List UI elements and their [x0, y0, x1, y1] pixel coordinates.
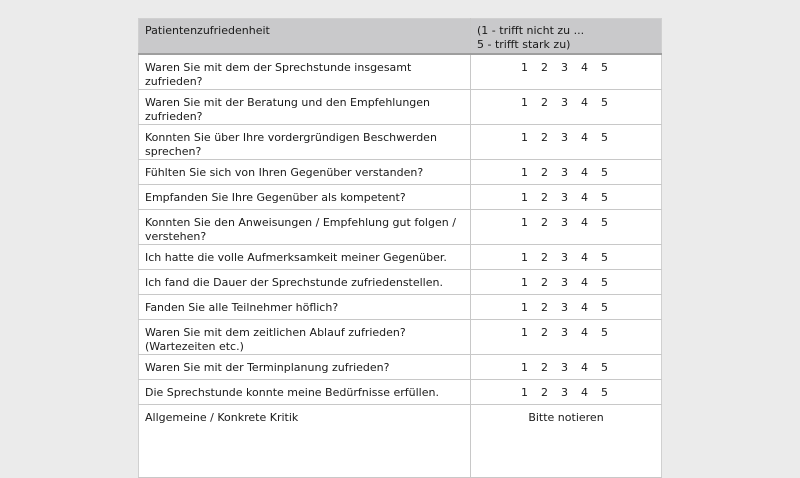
rating-scale	[471, 210, 661, 230]
rating-option-3[interactable]: 3	[561, 166, 568, 179]
rating-scale	[471, 125, 661, 145]
question-cell	[139, 320, 471, 355]
satisfaction-table	[138, 18, 662, 478]
rating-scale	[471, 270, 661, 290]
rating-scale	[471, 320, 661, 340]
rating-cell	[471, 210, 662, 245]
rating-option-2[interactable]: 2	[541, 61, 548, 74]
question-cell	[139, 295, 471, 320]
question-row	[139, 90, 662, 125]
question-text: Konnten Sie über Ihre vordergründigen Beschwerden sprechen?	[145, 131, 437, 158]
rating-cell	[471, 54, 662, 90]
feedback-label-cell	[139, 405, 471, 478]
rating-option-1[interactable]: 1	[521, 301, 528, 314]
question-cell	[139, 90, 471, 125]
rating-option-5[interactable]: 5	[601, 61, 608, 74]
feedback-note: Bitte notieren	[528, 411, 604, 424]
rating-option-2[interactable]: 2	[541, 96, 548, 109]
rating-option-5[interactable]: 5	[601, 361, 608, 374]
header-title-cell	[139, 19, 471, 55]
rating-option-5[interactable]: 5	[601, 191, 608, 204]
header-title: Patientenzufriedenheit	[145, 24, 270, 37]
rating-scale	[471, 355, 661, 375]
rating-scale	[471, 55, 661, 75]
rating-option-4[interactable]: 4	[581, 96, 588, 109]
header-scale-line2: 5 - trifft stark zu)	[477, 38, 571, 51]
feedback-label: Allgemeine / Konkrete Kritik	[145, 411, 299, 424]
rating-cell	[471, 355, 662, 380]
rating-scale	[471, 245, 661, 265]
rating-cell	[471, 125, 662, 160]
question-row	[139, 355, 662, 380]
rating-option-1[interactable]: 1	[521, 251, 528, 264]
question-text: Waren Sie mit der Terminplanung zufrieden?	[145, 361, 390, 374]
rating-option-1[interactable]: 1	[521, 191, 528, 204]
rating-option-4[interactable]: 4	[581, 386, 588, 399]
question-row	[139, 185, 662, 210]
rating-option-2[interactable]: 2	[541, 166, 548, 179]
rating-option-4[interactable]: 4	[581, 191, 588, 204]
rating-cell	[471, 295, 662, 320]
question-rows	[139, 54, 662, 405]
rating-cell	[471, 380, 662, 405]
feedback-row	[139, 405, 662, 478]
rating-option-5[interactable]: 5	[601, 96, 608, 109]
question-text: Ich hatte die volle Aufmerksamkeit meiner Gegenüber.	[145, 251, 447, 264]
rating-scale	[471, 295, 661, 315]
question-cell	[139, 125, 471, 160]
rating-option-3[interactable]: 3	[561, 386, 568, 399]
rating-option-1[interactable]: 1	[521, 361, 528, 374]
rating-option-5[interactable]: 5	[601, 251, 608, 264]
rating-option-5[interactable]: 5	[601, 301, 608, 314]
header-scale-cell	[471, 19, 662, 55]
question-row	[139, 270, 662, 295]
rating-option-4[interactable]: 4	[581, 131, 588, 144]
question-text: Fanden Sie alle Teilnehmer höflich?	[145, 301, 339, 314]
rating-option-5[interactable]: 5	[601, 216, 608, 229]
question-cell	[139, 185, 471, 210]
question-text: Fühlten Sie sich von Ihren Gegenüber verstanden?	[145, 166, 424, 179]
rating-option-2[interactable]: 2	[541, 301, 548, 314]
rating-option-2[interactable]: 2	[541, 216, 548, 229]
rating-option-3[interactable]: 3	[561, 361, 568, 374]
question-cell	[139, 245, 471, 270]
rating-option-2[interactable]: 2	[541, 326, 548, 339]
rating-option-3[interactable]: 3	[561, 301, 568, 314]
rating-option-3[interactable]: 3	[561, 326, 568, 339]
rating-option-1[interactable]: 1	[521, 166, 528, 179]
rating-option-1[interactable]: 1	[521, 131, 528, 144]
rating-option-3[interactable]: 3	[561, 96, 568, 109]
rating-cell	[471, 185, 662, 210]
question-cell	[139, 270, 471, 295]
question-text: Waren Sie mit dem der Sprechstunde insgesamt zufrieden?	[145, 61, 412, 88]
rating-cell	[471, 160, 662, 185]
rating-option-4[interactable]: 4	[581, 276, 588, 289]
rating-option-5[interactable]: 5	[601, 166, 608, 179]
rating-option-2[interactable]: 2	[541, 276, 548, 289]
question-cell	[139, 380, 471, 405]
rating-option-4[interactable]: 4	[581, 61, 588, 74]
rating-option-3[interactable]: 3	[561, 276, 568, 289]
header-scale-legend	[471, 19, 661, 52]
question-row	[139, 295, 662, 320]
rating-option-3[interactable]: 3	[561, 251, 568, 264]
rating-option-4[interactable]: 4	[581, 361, 588, 374]
rating-option-3[interactable]: 3	[561, 191, 568, 204]
question-row	[139, 160, 662, 185]
rating-cell	[471, 90, 662, 125]
question-row	[139, 125, 662, 160]
rating-option-3[interactable]: 3	[561, 61, 568, 74]
rating-option-3[interactable]: 3	[561, 216, 568, 229]
question-row	[139, 210, 662, 245]
rating-option-5[interactable]: 5	[601, 386, 608, 399]
question-cell	[139, 160, 471, 185]
question-text: Konnten Sie den Anweisungen / Empfehlung gut folgen / verstehen?	[145, 216, 456, 243]
rating-scale	[471, 90, 661, 110]
rating-option-4[interactable]: 4	[581, 166, 588, 179]
question-text: Waren Sie mit dem zeitlichen Ablauf zufrieden? (Wartezeiten etc.)	[145, 326, 406, 353]
rating-option-5[interactable]: 5	[601, 276, 608, 289]
rating-option-2[interactable]: 2	[541, 251, 548, 264]
rating-option-2[interactable]: 2	[541, 386, 548, 399]
question-row	[139, 54, 662, 90]
feedback-input-cell[interactable]	[471, 405, 662, 478]
rating-option-2[interactable]: 2	[541, 131, 548, 144]
rating-option-1[interactable]: 1	[521, 386, 528, 399]
rating-option-5[interactable]: 5	[601, 131, 608, 144]
rating-option-2[interactable]: 2	[541, 361, 548, 374]
rating-scale	[471, 380, 661, 400]
rating-option-4[interactable]: 4	[581, 301, 588, 314]
rating-scale	[471, 185, 661, 205]
rating-scale	[471, 160, 661, 180]
question-cell	[139, 355, 471, 380]
question-text: Waren Sie mit der Beratung und den Empfehlungen zufrieden?	[145, 96, 431, 123]
question-text: Die Sprechstunde konnte meine Bedürfnisse erfüllen.	[145, 386, 439, 399]
rating-option-1[interactable]: 1	[521, 216, 528, 229]
rating-option-3[interactable]: 3	[561, 131, 568, 144]
rating-option-4[interactable]: 4	[581, 251, 588, 264]
question-row	[139, 380, 662, 405]
rating-option-1[interactable]: 1	[521, 326, 528, 339]
rating-option-1[interactable]: 1	[521, 96, 528, 109]
rating-option-5[interactable]: 5	[601, 326, 608, 339]
rating-option-1[interactable]: 1	[521, 61, 528, 74]
question-row	[139, 320, 662, 355]
table-header-row	[139, 19, 662, 55]
header-scale-line1: (1 - trifft nicht zu ...	[477, 24, 585, 37]
rating-cell	[471, 245, 662, 270]
question-row	[139, 245, 662, 270]
rating-option-1[interactable]: 1	[521, 276, 528, 289]
rating-cell	[471, 270, 662, 295]
rating-option-2[interactable]: 2	[541, 191, 548, 204]
rating-option-4[interactable]: 4	[581, 326, 588, 339]
question-text: Empfanden Sie Ihre Gegenüber als kompetent?	[145, 191, 406, 204]
question-text: Ich fand die Dauer der Sprechstunde zufriedenstellen.	[145, 276, 443, 289]
question-cell	[139, 210, 471, 245]
rating-option-4[interactable]: 4	[581, 216, 588, 229]
question-cell	[139, 54, 471, 90]
rating-cell	[471, 320, 662, 355]
